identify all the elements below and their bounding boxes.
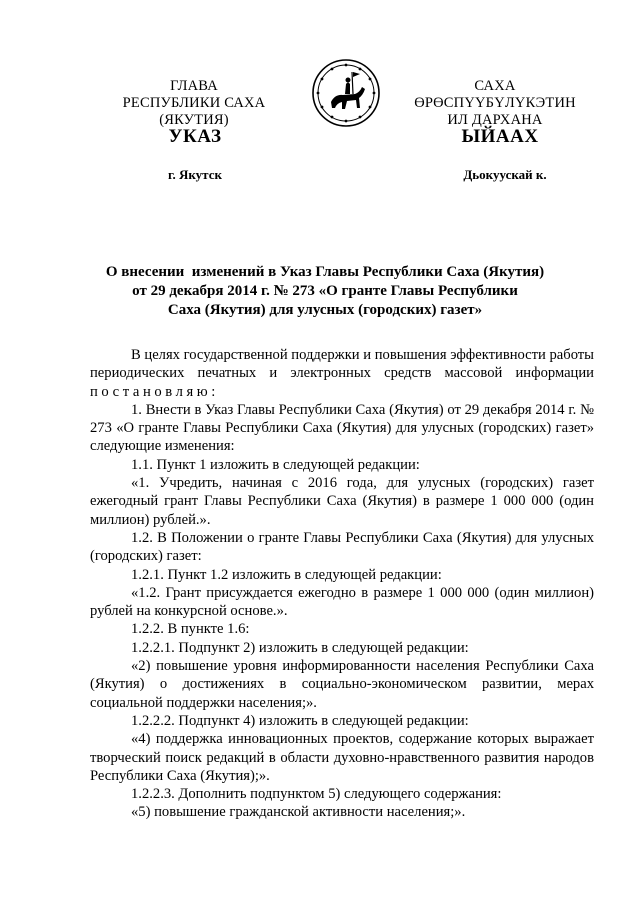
paragraph-1: 1. Внести в Указ Главы Республики Саха (Якутия) от 29 декабря 2014 г. № 273 «О гранте Главы Республики Саха (Якутия) для улусных (городских) газет» следующие изменения:	[90, 401, 594, 455]
issuer-sah-line1: САХА ӨРӨСПҮҮБҮЛҮКЭТИН	[414, 78, 576, 111]
document-title	[95, 263, 555, 320]
coat-of-arms-icon	[311, 58, 381, 128]
paragraph-1-2-1-text: «1.2. Грант присуждается ежегодно в размере 1 000 000 (один миллион) рублей на конкурсной основе.».	[90, 584, 594, 620]
issuer-ru	[88, 78, 300, 129]
document-title-line3: Саха (Якутия) для улусных (городских) газет»	[167, 302, 483, 318]
paragraph-1-2-1: 1.2.1. Пункт 1.2 изложить в следующей редакции:	[131, 566, 442, 583]
city-ru: г. Якутск	[168, 167, 222, 182]
paragraph-1-2-2: 1.2.2. В пункте 1.6:	[131, 621, 250, 638]
document-body	[90, 346, 594, 822]
issuer-ru-line1: ГЛАВА	[170, 78, 218, 94]
intro-text: В целях государственной поддержки и повышения эффективности работы периодических печатных и электронных средств массовой информации	[90, 347, 594, 382]
paragraph-1-2-2-1-text: «2) повышение уровня информированности населения Республики Саха (Якутия) о достижениях в социально-экономическом развитии, мерах социальной поддержки населения;».	[90, 658, 594, 711]
paragraph-1-2-2-3: 1.2.2.3. Дополнить подпунктом 5) следующего содержания:	[131, 786, 502, 803]
doc-type-ru: УКАЗ	[168, 126, 222, 147]
postanovlyayu-text: постановляю:	[90, 383, 219, 400]
paragraph-1-2-2-2: 1.2.2.2. Подпункт 4) изложить в следующей редакции:	[131, 712, 469, 729]
issuer-sah	[395, 78, 595, 129]
document-title-line2: от 29 декабря 2014 г. № 273 «О гранте Главы Республики	[132, 283, 518, 299]
issuer-ru-line2: РЕСПУБЛИКИ САХА (ЯКУТИЯ)	[122, 95, 266, 128]
paragraph-1-1: 1.1. Пункт 1 изложить в следующей редакции:	[131, 456, 420, 473]
document-title-line1: О внесении изменений в Указ Главы Республики Саха (Якутия)	[105, 264, 545, 280]
paragraph-1-2: 1.2. В Положении о гранте Главы Республики Саха (Якутия) для улусных (городских) газет:	[90, 529, 594, 565]
paragraph-1-2-2-1: 1.2.2.1. Подпункт 2) изложить в следующей редакции:	[131, 639, 469, 656]
city-sah: Дьокуускай к.	[463, 167, 547, 182]
issuer-sah-line2: ИЛ ДАРХАНА	[447, 112, 543, 128]
paragraph-1-2-2-3-text: «5) повышение гражданской активности населения;».	[131, 804, 466, 821]
intro-paragraph	[90, 346, 594, 401]
paragraph-1-2-2-2-text: «4) поддержка инновационных проектов, содержание которых выражает творческий поиск редакций в области духовно-нравственного развития народов Республики Саха (Якутия);».	[90, 731, 594, 784]
paragraph-1-1-text: «1. Учредить, начиная с 2016 года, для улусных (городских) газет ежегодный грант Главы Республики Саха (Якутия) в размере 1 000 000 (один миллион) рублей.».	[90, 475, 594, 528]
doc-type-sah: ЫЙААХ	[461, 126, 539, 147]
